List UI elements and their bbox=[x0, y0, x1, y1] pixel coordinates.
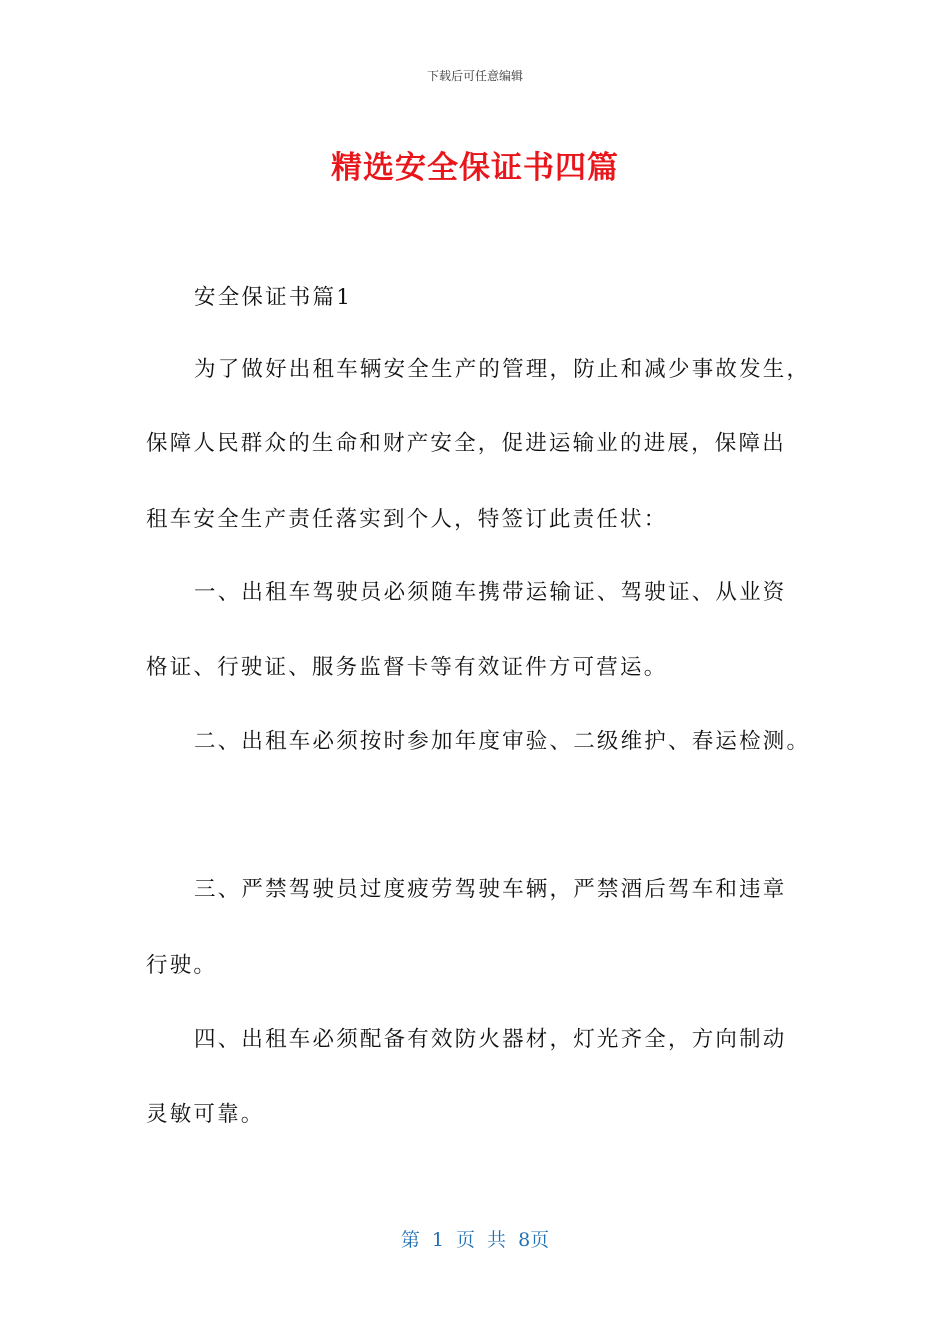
paragraph-line: 租车安全生产责任落实到个人，特签订此责任状： bbox=[146, 507, 668, 532]
paragraph-line: 格证、行驶证、服务监督卡等有效证件方可营运。 bbox=[146, 655, 668, 680]
paragraph-line: 灵敏可靠。 bbox=[146, 1102, 265, 1127]
document-body bbox=[146, 278, 811, 1158]
paragraph-line: 一、出租车驾驶员必须随车携带运输证、驾驶证、从业资 bbox=[194, 580, 787, 605]
paragraph-line: 为了做好出租车辆安全生产的管理，防止和减少事故发生， bbox=[194, 357, 811, 382]
document-title: 精选安全保证书四篇 bbox=[331, 150, 619, 186]
paragraph-line: 三、严禁驾驶员过度疲劳驾驶车辆，严禁酒后驾车和违章 bbox=[194, 877, 787, 902]
paragraph-line: 保障人民群众的生命和财产安全，促进运输业的进展，保障出 bbox=[146, 431, 786, 456]
section-heading: 安全保证书篇1 bbox=[194, 285, 353, 310]
header-note: 下载后可任意编辑 bbox=[426, 69, 523, 83]
page-number: 第 1 页 共 8页 bbox=[400, 1229, 550, 1251]
paragraph-line: 行驶。 bbox=[146, 953, 218, 978]
paragraph-line: 四、出租车必须配备有效防火器材，灯光齐全，方向制动 bbox=[194, 1027, 787, 1052]
paragraph-line: 二、出租车必须按时参加年度审验、二级维护、春运检测。 bbox=[194, 729, 811, 754]
